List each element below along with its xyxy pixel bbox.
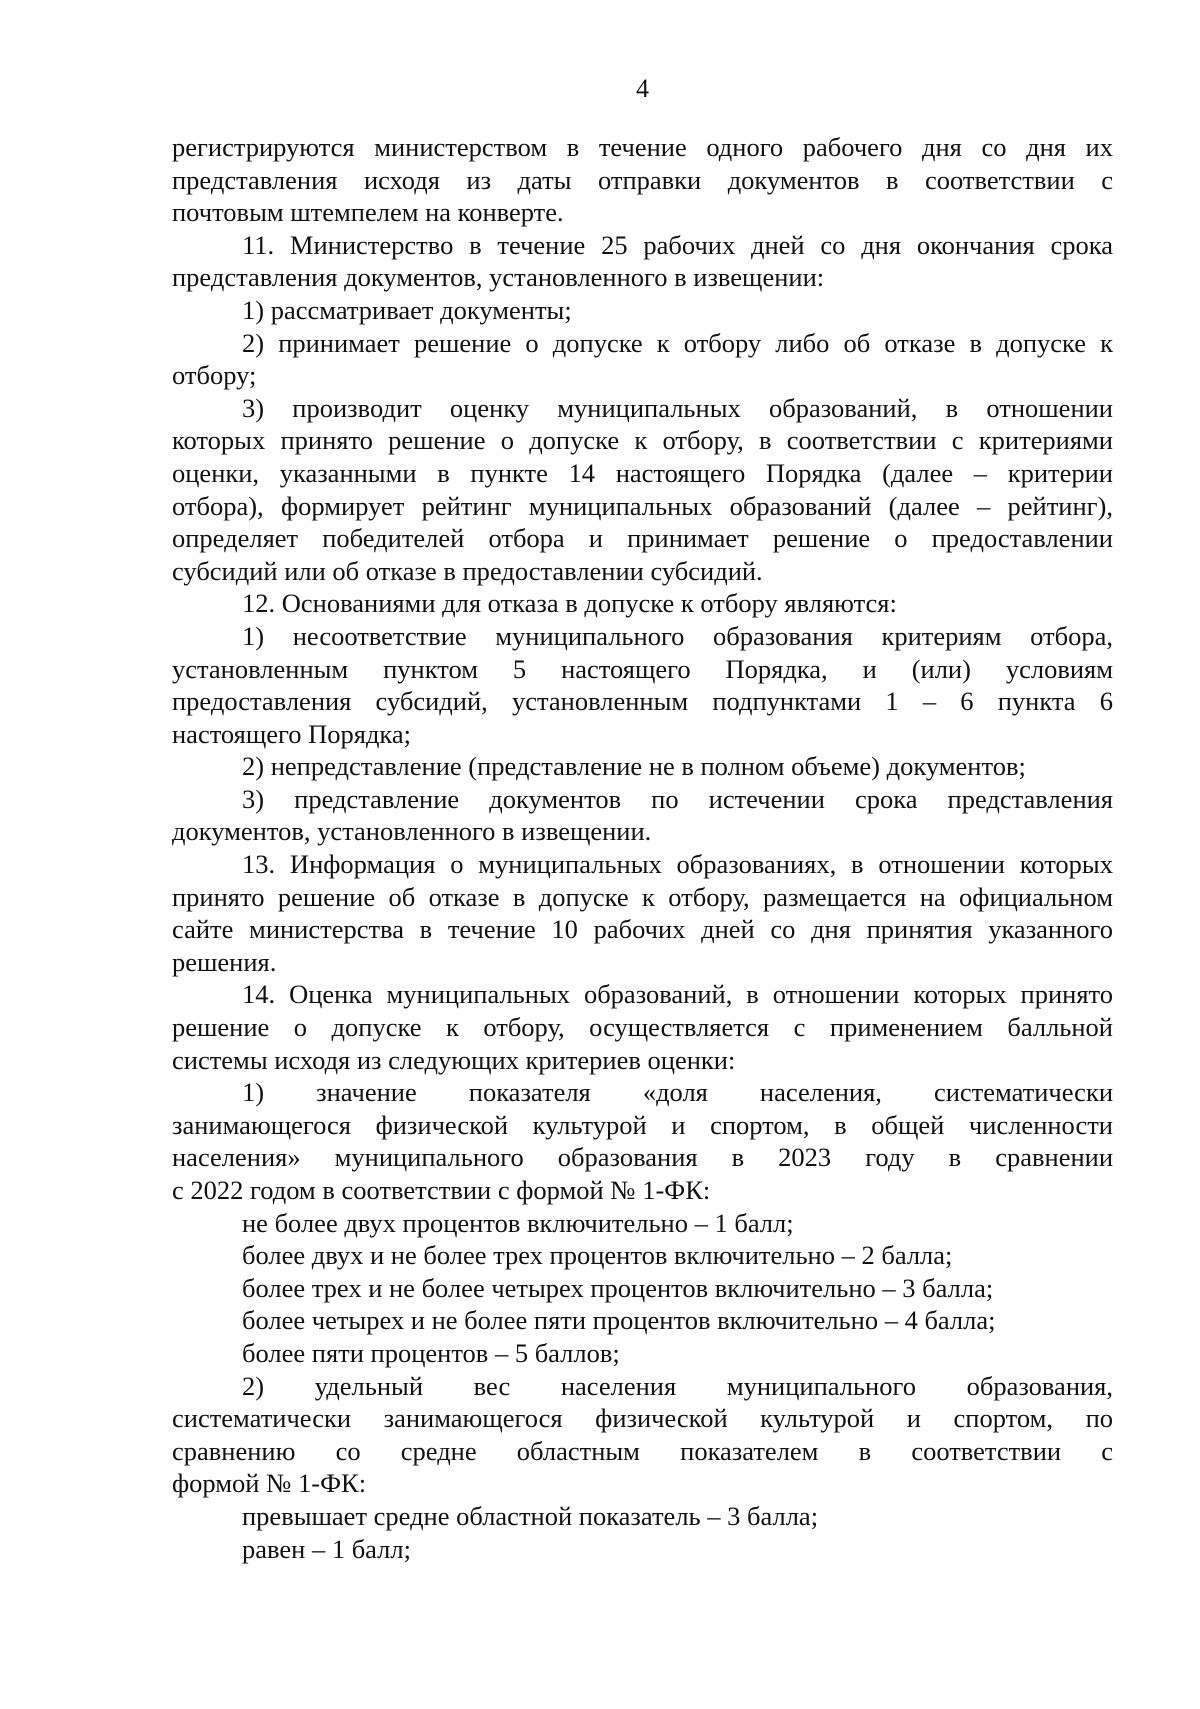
text-line: 11. Министерство в течение 25 рабочих дней со дня окончания срока [242,229,1113,260]
criterion-2 [172,1370,1113,1500]
text-line: 2) принимает решение о допуске к отбору либо об отказе в допуске к [242,327,1113,358]
document-page [172,0,1113,1709]
text-line: систематически занимающегося физической культурой и спортом, по [172,1403,1113,1434]
text-line: предоставления субсидий, установленным подпунктами 1 – 6 пункта 6 [172,686,1113,717]
paragraph-continuation [172,131,1113,229]
page-number: 4 [636,74,649,103]
text-line: отбору; [172,360,257,391]
text-line: оценки, указанными в пункте 14 настоящего Порядка (далее – критерии [172,457,1113,488]
text-line: регистрируются министерством в течение одного рабочего дня со дня их [172,132,1113,162]
paragraph-13 [172,848,1113,978]
criterion-2-score-1 [172,1533,1113,1566]
list-item-12-1 [172,620,1113,750]
text-line: более двух и не более трех процентов включительно – 2 балла; [242,1240,953,1271]
paragraph-14 [172,978,1113,1076]
criterion-1-score-4 [172,1304,1113,1337]
text-line: почтовым штемпелем на конверте. [172,197,564,228]
text-line: 2) удельный вес населения муниципального образования, [242,1370,1113,1401]
criterion-1-score-5 [172,1337,1113,1370]
list-item-11-1 [172,294,1113,327]
text-line: представления исходя из даты отправки документов в соответствии с [172,164,1113,195]
document-body [172,131,1113,1565]
criterion-1-score-3 [172,1272,1113,1305]
text-line: принято решение об отказе в допуске к отбору, размещается на официальном [172,881,1113,912]
paragraph-12 [172,587,1113,620]
text-line: 2) непредставление (представление не в полном объеме) документов; [242,751,1026,782]
criterion-1-score-1 [172,1207,1113,1240]
text-line: представления документов, установленного в извещении: [172,262,825,293]
text-line: 3) представление документов по истечении срока представления [242,783,1113,814]
text-line: сайте министерства в течение 10 рабочих дней со дня принятия указанного [172,914,1113,945]
text-line: формой № 1-ФК: [172,1468,367,1499]
text-line: 1) несоответствие муниципального образования критериям отбора, [242,620,1113,651]
text-line: 1) значение показателя «доля населения, систематически [242,1077,1113,1108]
list-item-12-2 [172,750,1113,783]
text-line: настоящего Порядка; [172,718,412,749]
text-line: 13. Информация о муниципальных образованиях, в отношении которых [242,849,1113,880]
text-line: 14. Оценка муниципальных образований, в отношении которых принято [242,979,1113,1010]
list-item-11-3 [172,392,1113,588]
text-line: субсидий или об отказе в предоставлении субсидий. [172,555,763,586]
text-line: 3) производит оценку муниципальных образований, в отношении [242,392,1113,423]
criterion-1 [172,1076,1113,1206]
text-line: сравнению со средне областным показателем в соответствии с [172,1435,1113,1466]
text-line: отбора), формирует рейтинг муниципальных образований (далее – рейтинг), [172,490,1113,521]
paragraph-11 [172,229,1113,294]
text-line: установленным пунктом 5 настоящего Порядка, и (или) условиям [172,653,1113,684]
text-line: 1) рассматривает документы; [242,294,572,325]
text-line: решение о допуске к отбору, осуществляется с применением балльной [172,1012,1113,1043]
text-line: которых принято решение о допуске к отбору, в соответствии с критериями [172,425,1113,456]
text-line: превышает средне областной показатель – 3 балла; [242,1500,819,1531]
list-item-11-2 [172,327,1113,392]
text-line: более трех и не более четырех процентов включительно – 3 балла; [242,1272,994,1303]
text-line: равен – 1 балл; [242,1533,411,1564]
text-line: не более двух процентов включительно – 1 балл; [242,1207,794,1238]
text-line: системы исходя из следующих критериев оценки: [172,1044,736,1075]
text-line: документов, установленного в извещении. [172,816,652,847]
text-line: определяет победителей отбора и принимает решение о предоставлении [172,523,1113,554]
list-item-12-3 [172,783,1113,848]
text-line: с 2022 годом в соответствии с формой № 1-ФК: [172,1175,711,1205]
text-line: решения. [172,946,277,977]
criterion-1-score-2 [172,1239,1113,1272]
criterion-2-score-3 [172,1500,1113,1533]
text-line: занимающегося физической культурой и спортом, в общей численности [172,1109,1113,1140]
text-line: населения» муниципального образования в 2023 году в сравнении [172,1142,1113,1173]
text-line: более четырех и не более пяти процентов включительно – 4 балла; [242,1305,996,1336]
text-line: более пяти процентов – 5 баллов; [242,1337,620,1368]
text-line: 12. Основаниями для отказа в допуске к отбору являются: [242,588,897,619]
